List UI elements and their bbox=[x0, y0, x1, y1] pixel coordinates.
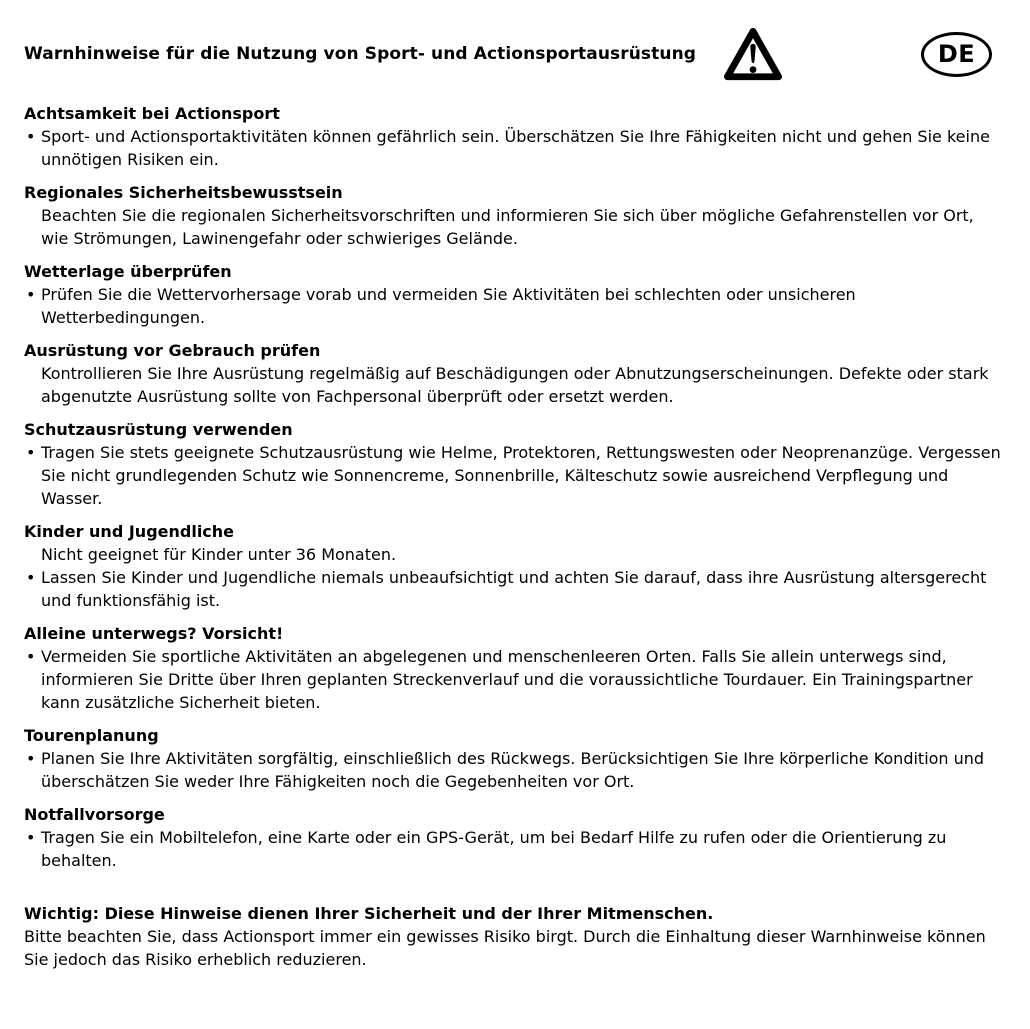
item-text: Planen Sie Ihre Aktivitäten sorgfältig, einschließlich des Rückwegs. Berücksichtigen Sie Ihre körperliche Kondition und überschätzen Sie weder Ihre Fähigkeiten noch die Gegebenheiten vor Ort. bbox=[41, 749, 985, 791]
item-text: Nicht geeignet für Kinder unter 36 Monaten. bbox=[41, 545, 397, 564]
footer-text: Bitte beachten Sie, dass Actionsport immer ein gewisses Risiko birgt. Durch die Einhaltung dieser Warnhinweise können Sie jedoch das Risiko erheblich reduzieren. bbox=[24, 927, 986, 969]
bullet-item bbox=[24, 645, 1004, 714]
footer-note bbox=[24, 902, 1004, 971]
item-text: Prüfen Sie die Wettervorhersage vorab und vermeiden Sie Aktivitäten bei schlechten oder unsicheren Wetterbedingungen. bbox=[41, 285, 856, 327]
warning-section bbox=[24, 803, 1004, 872]
warning-section bbox=[24, 418, 1004, 510]
document-header bbox=[24, 25, 1004, 83]
bullet-item bbox=[24, 566, 1004, 612]
section-heading: Ausrüstung vor Gebrauch prüfen bbox=[24, 341, 321, 360]
warning-section bbox=[24, 260, 1004, 329]
section-heading: Wetterlage überprüfen bbox=[24, 262, 232, 281]
section-heading: Kinder und Jugendliche bbox=[24, 522, 235, 541]
warning-section bbox=[24, 339, 1004, 408]
section-heading: Notfallvorsorge bbox=[24, 805, 165, 824]
warning-section bbox=[24, 622, 1004, 714]
bullet-marker: • bbox=[26, 127, 36, 146]
item-text: Vermeiden Sie sportliche Aktivitäten an abgelegenen und menschenleeren Orten. Falls Sie allein unterwegs sind, informieren Sie Dritte über Ihren geplanten Streckenverlauf und die voraussichtliche Tourdauer. Ein Trainingspartner kann zusätzliche Sicherheit bieten. bbox=[41, 647, 973, 712]
language-badge bbox=[921, 32, 992, 77]
bullet-marker: • bbox=[26, 443, 36, 462]
warning-section bbox=[24, 102, 1004, 171]
sections bbox=[24, 102, 1004, 872]
section-heading: Achtsamkeit bei Actionsport bbox=[24, 104, 280, 123]
bullet-marker: • bbox=[26, 568, 36, 587]
bullet-marker: • bbox=[26, 828, 36, 847]
item-text: Lassen Sie Kinder und Jugendliche niemals unbeaufsichtigt und achten Sie darauf, dass ihre Ausrüstung altersgerecht und funktionsfähig ist. bbox=[41, 568, 987, 610]
section-heading: Regionales Sicherheitsbewusstsein bbox=[24, 183, 343, 202]
item-text: Kontrollieren Sie Ihre Ausrüstung regelmäßig auf Beschädigungen oder Abnutzungserscheinungen. Defekte oder stark abgenutzte Ausrüstung sollte von Fachpersonal überprüft oder ersetzt werden. bbox=[41, 364, 989, 406]
warning-section bbox=[24, 181, 1004, 250]
bullet-item bbox=[24, 826, 1004, 872]
warning-triangle-icon bbox=[722, 25, 784, 83]
section-heading: Alleine unterwegs? Vorsicht! bbox=[24, 624, 284, 643]
bullet-item bbox=[24, 747, 1004, 793]
bullet-marker: • bbox=[26, 647, 36, 666]
bullet-marker: • bbox=[26, 285, 36, 304]
bullet-item bbox=[24, 283, 1004, 329]
warning-section bbox=[24, 520, 1004, 612]
indented-item bbox=[24, 362, 1004, 408]
item-text: Beachten Sie die regionalen Sicherheitsvorschriften und informieren Sie sich über mögliche Gefahrenstellen vor Ort, wie Strömungen, Lawinengefahr oder schwieriges Gelände. bbox=[41, 206, 974, 248]
section-heading: Schutzausrüstung verwenden bbox=[24, 420, 293, 439]
item-text: Tragen Sie stets geeignete Schutzausrüstung wie Helme, Protektoren, Rettungswesten oder Neoprenanzüge. Vergessen Sie nicht grundlegenden Schutz wie Sonnencreme, Sonnenbrille, Kälteschutz sowie ausreichend Verpflegung und Wasser. bbox=[41, 443, 1001, 508]
bullet-item bbox=[24, 125, 1004, 171]
indented-item bbox=[24, 204, 1004, 250]
bullet-item bbox=[24, 441, 1004, 510]
item-text: Tragen Sie ein Mobiltelefon, eine Karte oder ein GPS-Gerät, um bei Bedarf Hilfe zu rufen oder die Orientierung zu behalten. bbox=[41, 828, 947, 870]
footer-important-line: Wichtig: Diese Hinweise dienen Ihrer Sicherheit und der Ihrer Mitmenschen. bbox=[24, 904, 714, 923]
indented-item bbox=[24, 543, 1004, 566]
section-heading: Tourenplanung bbox=[24, 726, 159, 745]
language-badge-label: DE bbox=[937, 39, 976, 68]
page-title: Warnhinweise für die Nutzung von Sport- und Actionsportausrüstung bbox=[24, 43, 697, 64]
warning-section bbox=[24, 724, 1004, 793]
bullet-marker: • bbox=[26, 749, 36, 768]
item-text: Sport- und Actionsportaktivitäten können gefährlich sein. Überschätzen Sie Ihre Fähigkeiten nicht und gehen Sie keine unnötigen Risiken ein. bbox=[41, 127, 990, 169]
